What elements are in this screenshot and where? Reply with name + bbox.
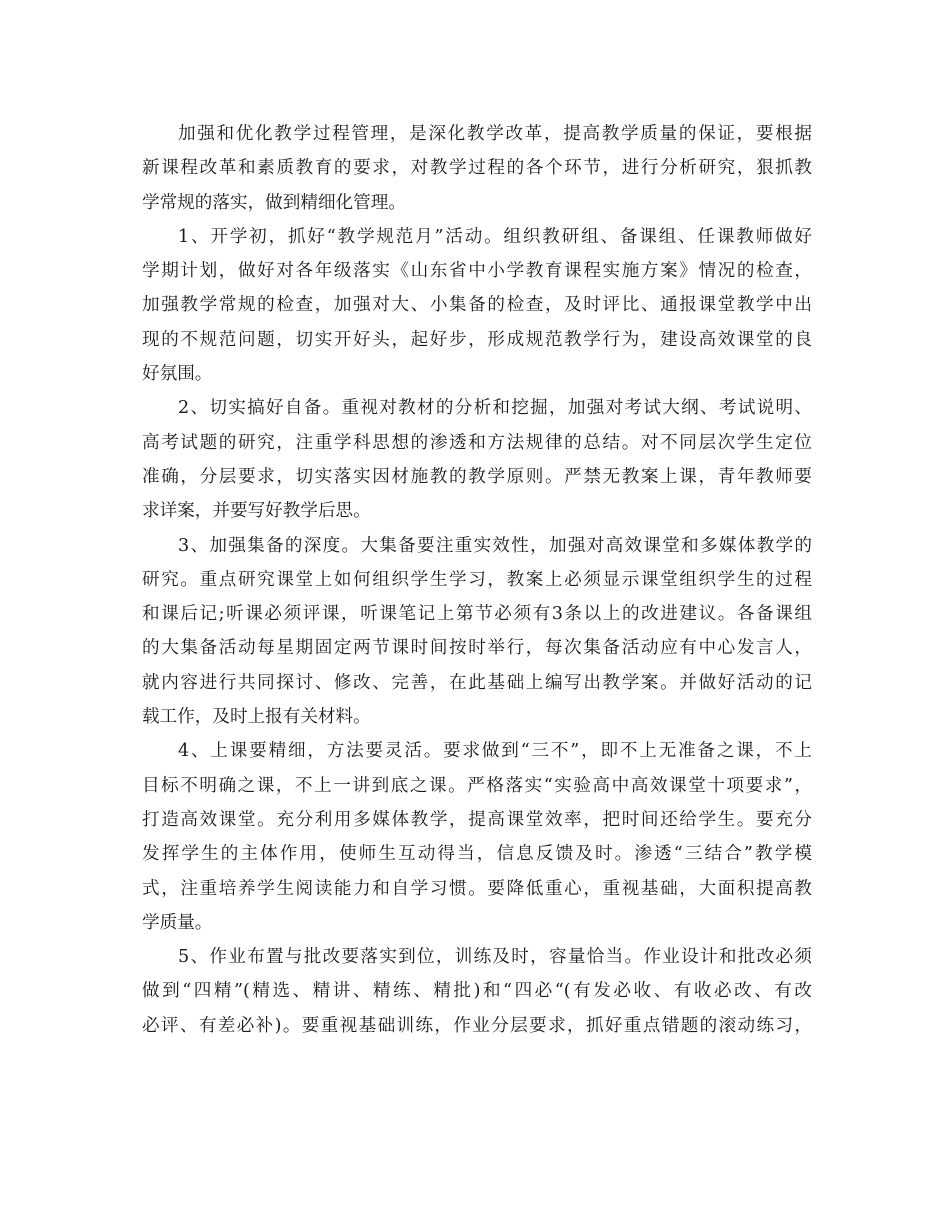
text-line: 学常规的落实，做到精细化管理。 (142, 192, 406, 213)
text-line: 研究。重点研究课堂上如何组织学生学习，教案上必须显示课堂组织学生的过程 (142, 569, 812, 590)
text-line: 打造高效课堂。充分利用多媒体教学，提高课堂效率，把时间还给学生。要充分 (142, 809, 812, 830)
text-line: 2、切实搞好自备。重视对教材的分析和挖掘，加强对考试大纲、考试说明、 (178, 398, 812, 419)
paragraph-intro (142, 117, 812, 220)
text-line: 高考试题的研究，注重学科思想的渗透和方法规律的总结。对不同层次学生定位 (142, 432, 812, 453)
text-line: 现的不规范问题，切实开好头，起好步，形成规范教学行为，建设高效课堂的良 (142, 329, 812, 350)
text-line: 做到“四精”(精选、精讲、精练、精批)和“四必“(有发必收、有收必改、有改 (142, 981, 812, 1002)
text-line: 和课后记;听课必须评课，听课笔记上第节必须有3条以上的改进建议。各备课组 (142, 604, 812, 625)
text-line: 新课程改革和素质教育的要求，对教学过程的各个环节，进行分析研究，狠抓教 (142, 158, 812, 179)
text-line: 准确，分层要求，切实落实因材施教的教学原则。严禁无教案上课，青年教师要 (142, 466, 812, 487)
paragraph-item-1 (142, 220, 812, 391)
text-line: 必评、有差必补)。要重视基础训练，作业分层要求，抓好重点错题的滚动练习， (142, 1015, 812, 1036)
text-line: 式，注重培养学生阅读能力和自学习惯。要降低重心，重视基础，大面积提高教 (142, 878, 812, 899)
paragraph-item-5 (142, 940, 812, 1043)
text-line: 加强教学常规的检查，加强对大、小集备的检查，及时评比、通报课堂教学中出 (142, 295, 812, 316)
paragraph-item-2 (142, 391, 812, 528)
text-line: 4、上课要精细，方法要灵活。要求做到“三不”，即不上无准备之课，不上 (178, 741, 812, 762)
text-line: 加强和优化教学过程管理，是深化教学改革，提高教学质量的保证，要根据 (178, 124, 812, 144)
text-line: 求详案，并要写好教学后思。 (142, 501, 371, 522)
text-line: 载工作，及时上报有关材料。 (142, 707, 371, 728)
text-line: 学质量。 (142, 912, 213, 933)
text-line: 目标不明确之课，不上一讲到底之课。严格落实“实验高中高效课堂十项要求”， (142, 775, 812, 796)
text-line: 学期计划，做好对各年级落实《山东省中小学教育课程实施方案》情况的检查， (142, 261, 812, 282)
paragraph-item-4 (142, 734, 812, 940)
text-line: 3、加强集备的深度。大集备要注重实效性，加强对高效课堂和多媒体教学的 (178, 535, 812, 556)
text-line: 的大集备活动每星期固定两节课时间按时举行，每次集备活动应有中心发言人， (142, 638, 812, 659)
document-body (142, 117, 812, 1043)
text-line: 好氛围。 (142, 364, 213, 385)
text-line: 1、开学初，抓好“教学规范月”活动。组织教研组、备课组、任课教师做好 (178, 226, 812, 247)
text-line: 发挥学生的主体作用，使师生互动得当，信息反馈及时。渗透“三结合”教学模 (142, 844, 812, 865)
text-line: 5、作业布置与批改要落实到位，训练及时，容量恰当。作业设计和批改必须 (178, 947, 812, 968)
paragraph-item-3 (142, 529, 812, 735)
text-line: 就内容进行共同探讨、修改、完善，在此基础上编写出教学案。并做好活动的记 (142, 672, 812, 693)
